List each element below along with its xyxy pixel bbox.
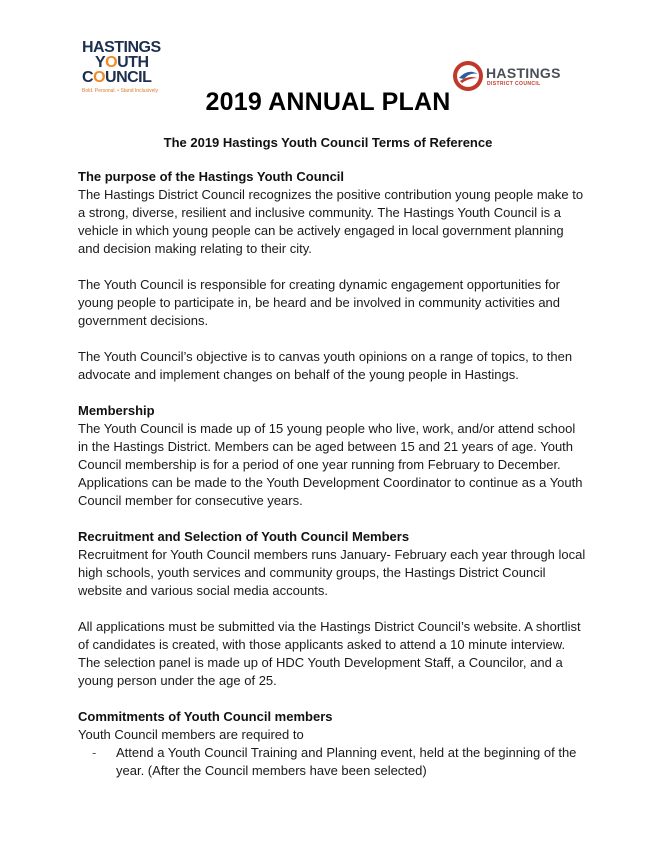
membership-paragraph: The Youth Council is made up of 15 young people who live, work, and/or attend school in the Hastings District. Members can be aged between 15 and 21 years of age. Youth Council membership is for a period of one year running from February to December. Applications can be made to the Youth Development Coordinator to continue as a Youth Council member for consecutive years. bbox=[78, 421, 583, 508]
document-body bbox=[78, 168, 588, 780]
recruitment-paragraph-2: All applications must be submitted via the Hastings District Council’s website. A shortlist of candidates is created, with those applicants asked to attend a 10 minute interview. The selection panel is made up of HDC Youth Development Staff, a Councilor, and a young person under the age of 25. bbox=[78, 619, 581, 688]
purpose-heading: The purpose of the Hastings Youth Council bbox=[78, 169, 345, 184]
commitments-intro: Youth Council members are required to bbox=[78, 727, 304, 742]
purpose-paragraph-3: The Youth Council’s objective is to canvas youth opinions on a range of topics, to then advocate and implement changes on behalf of the young people in Hastings. bbox=[78, 349, 573, 382]
document-subtitle: The 2019 Hastings Youth Council Terms of Reference bbox=[163, 135, 493, 150]
recruitment-heading: Recruitment and Selection of Youth Council Members bbox=[78, 529, 410, 544]
commitment-item-text: Attend a Youth Council Training and Planning event, held at the beginning of the year. (After the Council members have been selected) bbox=[116, 745, 577, 778]
hdc-subtitle: DISTRICT COUNCIL bbox=[487, 81, 541, 87]
commitments-list bbox=[78, 744, 588, 780]
logo-tagline: Bold. Personal. • Stand Inclusively bbox=[82, 88, 158, 94]
list-item bbox=[78, 744, 588, 780]
recruitment-paragraph-1: Recruitment for Youth Council members runs January- February each year through local high schools, youth services and community groups, the Hastings District Council website and various social media accounts. bbox=[78, 547, 586, 598]
purpose-paragraph-1: The Hastings District Council recognizes the positive contribution young people make to a strong, diverse, resilient and inclusive community. The Hastings Youth Council is a vehicle in which young people can be actively engaged in local government planning and decision making relating to their city. bbox=[78, 187, 584, 256]
purpose-paragraph-2: The Youth Council is responsible for creating dynamic engagement opportunities for young people to participate in, be heard and be involved in community activities and government decisions. bbox=[78, 277, 561, 328]
logo-line-hastings: HASTINGS bbox=[82, 39, 161, 56]
hdc-name: HASTINGS bbox=[486, 65, 561, 81]
commitments-heading: Commitments of Youth Council members bbox=[78, 709, 333, 724]
logo-line-council: COUNCIL bbox=[82, 69, 152, 86]
page-title: 2019 ANNUAL PLAN bbox=[205, 88, 451, 116]
bullet-dash: - bbox=[92, 745, 97, 760]
logo-line-youth: YOUTH bbox=[95, 54, 149, 71]
membership-heading: Membership bbox=[78, 403, 155, 418]
